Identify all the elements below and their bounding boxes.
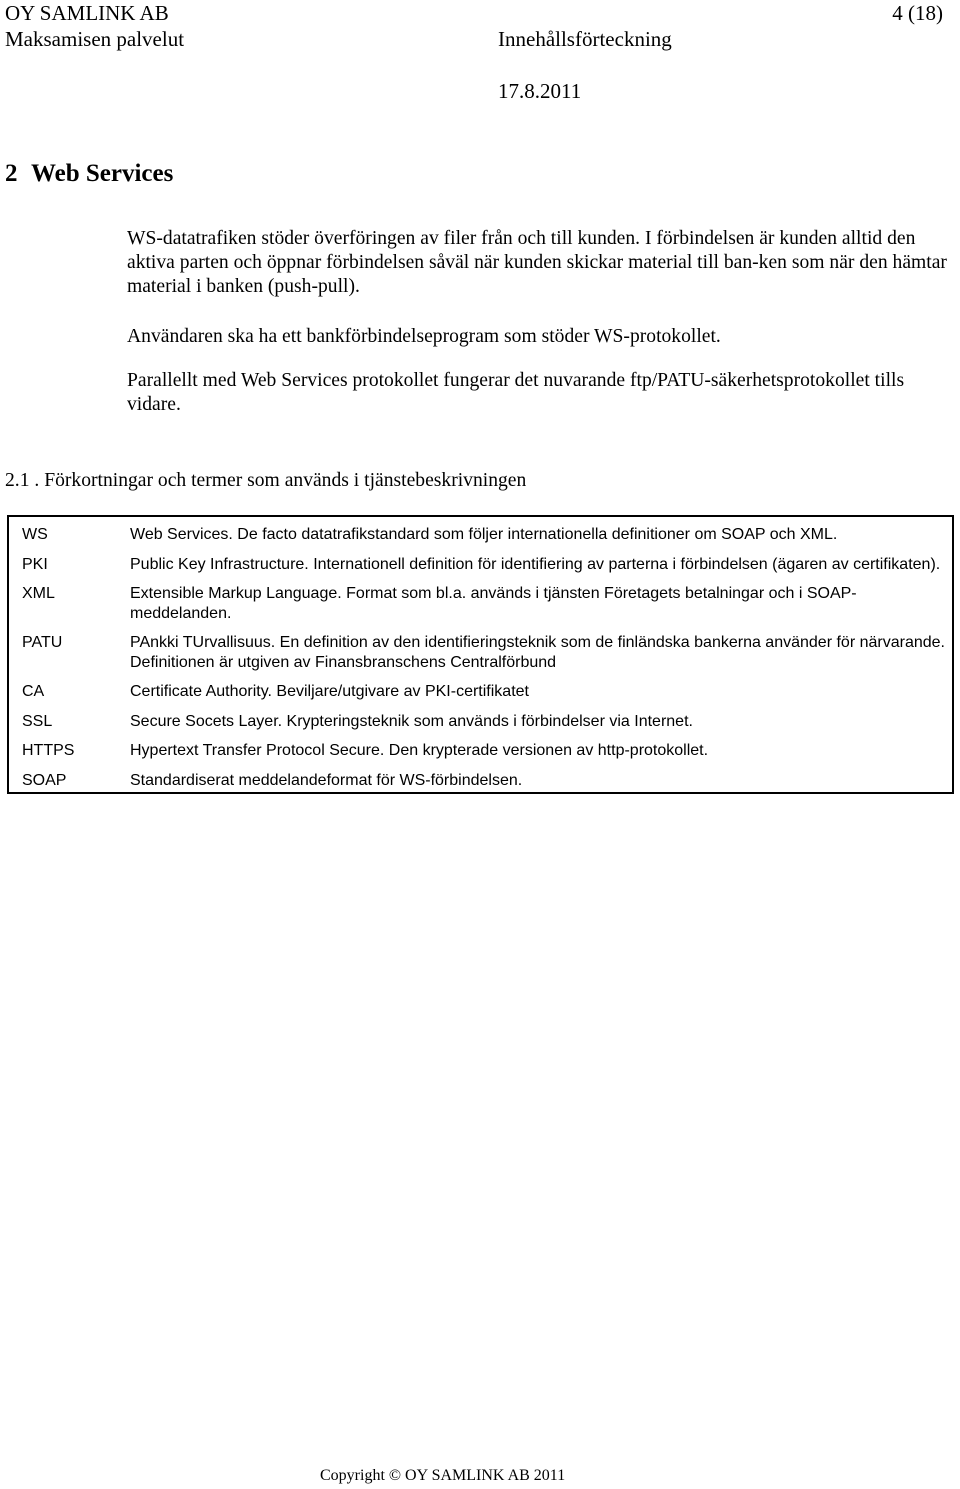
body-paragraph: Användaren ska ha ett bankförbindelseprogram som stöder WS-protokollet. <box>127 326 721 347</box>
table-row <box>9 625 952 674</box>
term-definition: PAnkki TUrvallisuus. En definition av den identifieringsteknik som de finländska bankerna använder för närvarande. Definitionen är utgiven av Finansbranschens Centralförbund <box>130 634 945 671</box>
term-abbreviation: SSL <box>22 712 53 730</box>
term-abbreviation: XML <box>22 585 55 602</box>
term-abbreviation: PATU <box>22 634 63 651</box>
footer-copyright: Copyright © OY SAMLINK AB 2011 <box>320 1467 566 1484</box>
table-row <box>9 763 952 793</box>
body-paragraph: Parallellt med Web Services protokollet fungerar det nuvarande ftp/PATU-säkerhetsprotokollet tills vidare. <box>127 370 905 415</box>
table-row <box>9 704 952 734</box>
term-abbreviation: CA <box>22 683 45 700</box>
terms-table <box>7 515 954 794</box>
term-definition: Standardiserat meddelandeformat för WS-förbindelsen. <box>130 771 523 789</box>
page-number: 4 (18) <box>892 1 943 25</box>
body-paragraph: WS-datatrafiken stöder överföringen av filer från och till kunden. I förbindelsen är kunden alltid den aktiva parten och öppnar förbindelsen såväl när kunden skickar material till ban-ken som när den hämtar material i banken (push-pull). <box>127 228 947 297</box>
table-row <box>9 576 952 625</box>
department: Maksamisen palvelut <box>5 27 185 51</box>
section-title: Web Services <box>31 160 174 187</box>
term-definition: Extensible Markup Language. Format som bl.a. används i tjänsten Företagets betalningar och i SOAP-meddelanden. <box>130 585 857 622</box>
section-heading <box>5 159 173 189</box>
term-definition: Certificate Authority. Beviljare/utgivare av PKI-certifikatet <box>130 683 529 700</box>
term-abbreviation: SOAP <box>22 771 67 789</box>
table-row <box>9 674 952 704</box>
term-definition: Hypertext Transfer Protocol Secure. Den krypterade versionen av http-protokollet. <box>130 742 709 759</box>
term-abbreviation: WS <box>22 526 48 543</box>
table-row <box>9 517 952 547</box>
term-definition: Secure Socets Layer. Krypteringsteknik som används i förbindelser via Internet. <box>130 712 693 730</box>
document-title: Innehållsförteckning <box>498 27 672 51</box>
term-definition: Public Key Infrastructure. Internationell definition för identifiering av parterna i förbindelsen (ägaren av certifikaten). <box>130 555 941 573</box>
term-definition: Web Services. De facto datatrafikstandard som följer internationella definitioner om SOAP och XML. <box>130 526 838 543</box>
table-row <box>9 547 952 577</box>
term-abbreviation: PKI <box>22 555 48 573</box>
document-date: 17.8.2011 <box>498 79 582 103</box>
section-number: 2 <box>5 160 18 187</box>
term-abbreviation: HTTPS <box>22 742 75 759</box>
subsection-heading: 2.1 . Förkortningar och termer som används i tjänstebeskrivningen <box>5 470 527 491</box>
company-name: OY SAMLINK AB <box>5 1 169 25</box>
table-row <box>9 733 952 763</box>
